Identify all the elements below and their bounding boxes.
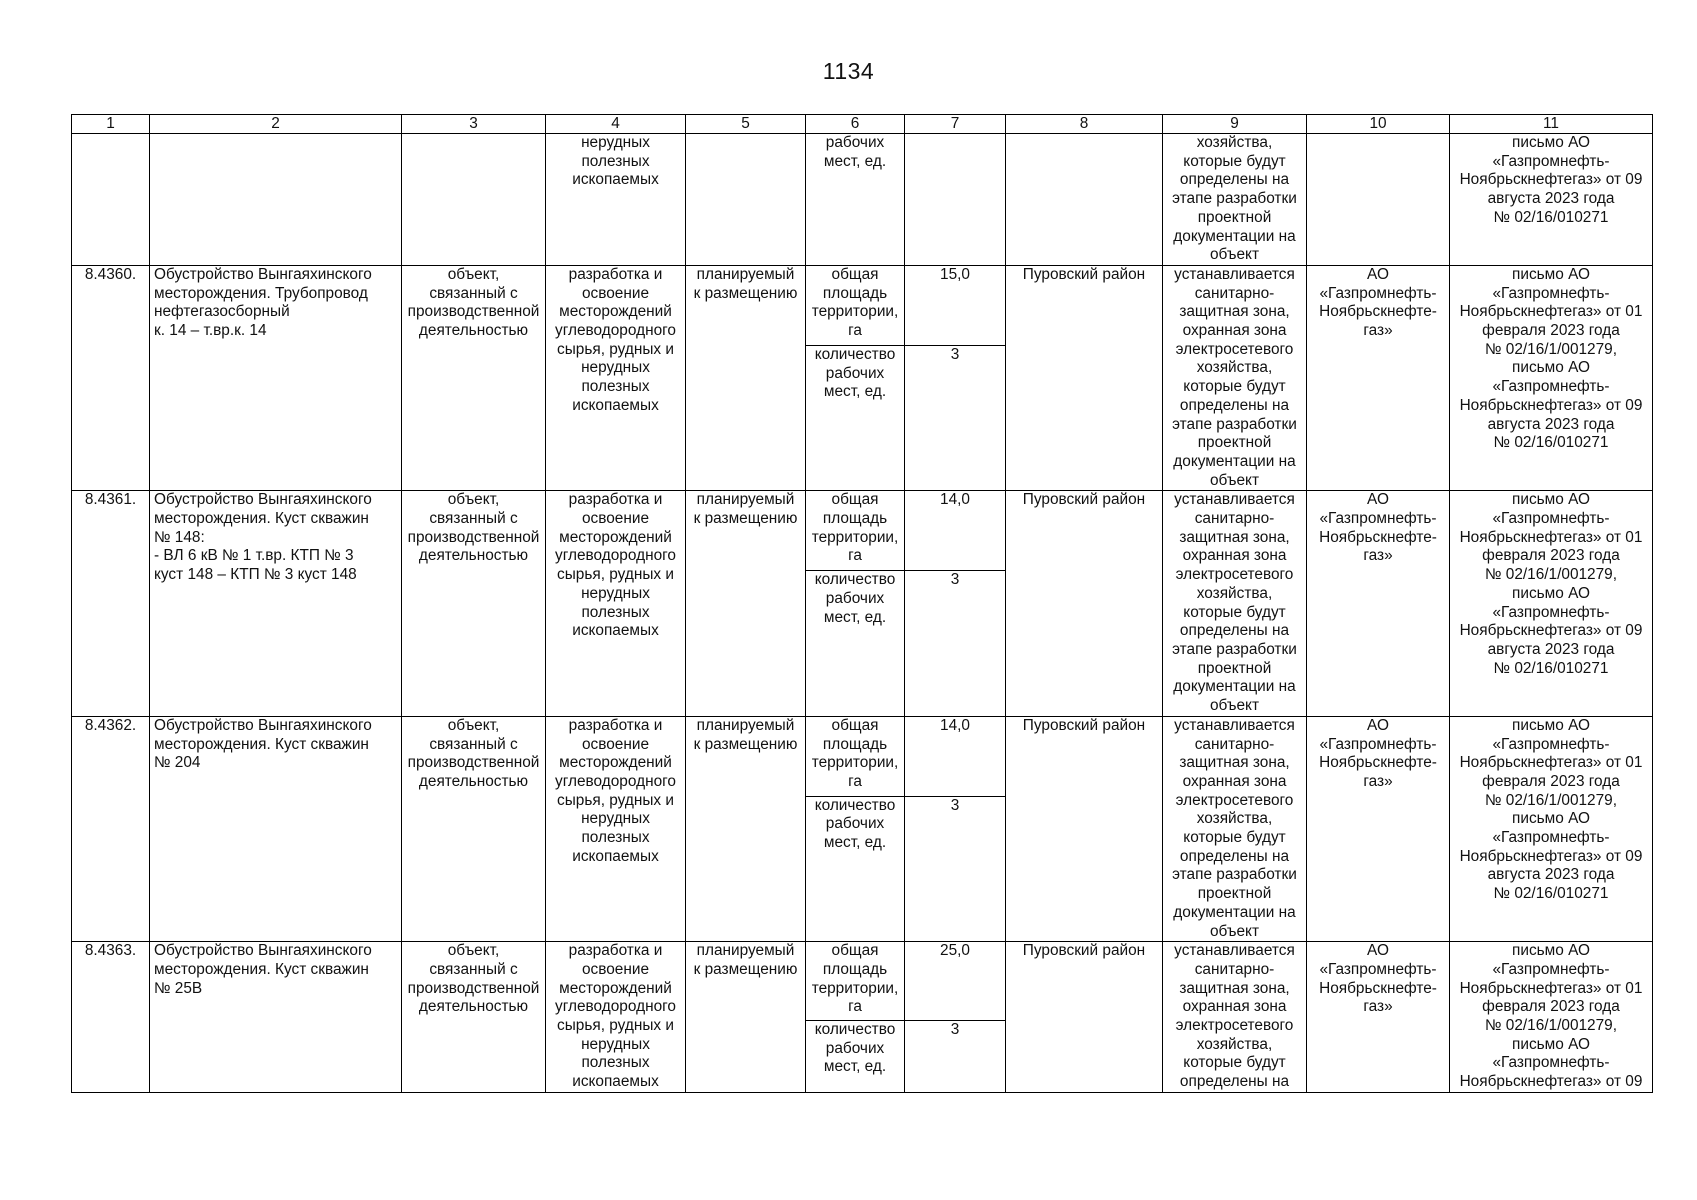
text-line: защитная зона, [1179, 303, 1290, 321]
text-line: объект [1210, 922, 1259, 940]
cell-basis [1450, 134, 1653, 266]
text-line: «Газпромнефть- [1492, 510, 1610, 528]
text-line: Ноябрьскнефтегаз» от 01 [1459, 303, 1643, 321]
text-line: письмо АО [1512, 134, 1590, 151]
text-line: углеводородного [555, 998, 676, 1016]
text-line: разработка и [568, 265, 663, 283]
text-line: февраля 2023 года [1482, 547, 1620, 565]
text-line: хозяйства, [1196, 810, 1273, 828]
cell-basis [1450, 942, 1653, 1093]
text-line: № 02/16/1/001279, [1484, 1017, 1618, 1035]
cell-status [686, 716, 806, 941]
text-line: этапе разработки [1172, 640, 1297, 658]
column-number: 9 [1163, 115, 1307, 134]
cell-organization [1307, 942, 1450, 1093]
text-line: - ВЛ 6 кВ № 1 т.вр. КТП № 3 [154, 547, 354, 565]
text-line: АО [1367, 491, 1389, 509]
text-line: № 02/16/1/001279, [1484, 340, 1618, 358]
text-line: месторождения. Трубопровод [154, 284, 368, 302]
text-line: этапе разработки [1172, 866, 1297, 884]
text-line: хозяйства, [1196, 1035, 1273, 1053]
text-line: № 02/16/1/001279, [1484, 791, 1618, 809]
text-line: письмо АО [1512, 491, 1590, 509]
text-line: санитарно- [1194, 284, 1275, 302]
text-line: нерудных [581, 810, 650, 828]
text-line: документации на [1173, 452, 1296, 470]
text-line: общая [831, 491, 879, 509]
cell-name [150, 942, 402, 1093]
cell-location [1006, 134, 1163, 266]
column-number: 8 [1006, 115, 1163, 134]
text-line: № 02/16/1/001279, [1484, 566, 1618, 584]
cell-location: Пуровский район [1006, 265, 1163, 490]
text-line: рабочих [825, 815, 885, 833]
text-line: Ноябрьскнефтегаз» от 09 [1459, 396, 1643, 414]
text-line: количество [814, 571, 896, 589]
text-line: площадь [822, 960, 888, 978]
text-line: электросетевого [1175, 791, 1294, 809]
text-line: площадь [822, 284, 888, 302]
text-line: Ноябрьскнефтегаз» от 09 [1459, 622, 1643, 640]
text-line: полезных [581, 378, 650, 396]
registry-table [71, 114, 1653, 1093]
text-line: месторождений [559, 528, 672, 546]
cell-value: 25,0 [905, 942, 1006, 1021]
text-line: сырья, рудных и [557, 340, 674, 358]
text-line: количество [814, 796, 896, 814]
text-line: которые будут [1183, 1054, 1286, 1072]
text-line: нерудных [581, 134, 650, 151]
text-line: проектной [1197, 434, 1272, 452]
text-line: полезных [581, 603, 650, 621]
text-line: которые будут [1183, 152, 1286, 170]
text-line: количество [814, 1021, 896, 1039]
column-number: 2 [150, 115, 402, 134]
cell-name [150, 491, 402, 716]
text-line: объект [1210, 246, 1259, 264]
column-number-row [72, 115, 1653, 134]
text-line: письмо АО [1512, 810, 1590, 828]
cell-purpose [546, 942, 686, 1093]
text-line: производственной [407, 979, 540, 997]
cell-value: 15,0 [905, 265, 1006, 345]
text-line: производственной [407, 528, 540, 546]
text-line: планируемый [696, 265, 795, 283]
cell-parameter [806, 716, 905, 796]
text-line: письмо АО [1512, 1035, 1590, 1053]
text-line: определены на [1179, 622, 1290, 640]
text-line: письмо АО [1512, 942, 1590, 960]
text-line: месторождений [559, 754, 672, 772]
cell-name [150, 716, 402, 941]
cell-type [402, 716, 546, 941]
text-line: устанавливается [1174, 942, 1295, 960]
text-line: Ноябрьскнефтегаз» от 01 [1459, 754, 1643, 772]
text-line: общая [831, 265, 879, 283]
cell-number [72, 134, 150, 266]
text-line: мест, ед. [823, 152, 887, 170]
cell-parameter [806, 1021, 905, 1093]
column-number: 10 [1307, 115, 1450, 134]
text-line: «Газпромнефть- [1492, 735, 1610, 753]
text-line: Ноябрьскнефтегаз» от 09 [1459, 171, 1643, 189]
cell-zones [1163, 716, 1307, 941]
text-line: территории, [811, 303, 899, 321]
text-line: этапе разработки [1172, 415, 1297, 433]
text-line: общая [831, 942, 879, 960]
column-number: 7 [905, 115, 1006, 134]
cell-type [402, 265, 546, 490]
text-line: рабочих [825, 134, 885, 151]
text-line: ископаемых [572, 171, 659, 189]
text-line: защитная зона, [1179, 528, 1290, 546]
text-line: № 204 [154, 754, 201, 772]
cell-number: 8.4363. [72, 942, 150, 1093]
text-line: проектной [1197, 659, 1272, 677]
text-line: полезных [581, 152, 650, 170]
text-line: Обустройство Вынгаяхинского [154, 491, 372, 509]
text-line: территории, [811, 979, 899, 997]
text-line: объект, [447, 491, 500, 509]
cell-value: 3 [905, 1021, 1006, 1093]
text-line: полезных [581, 1054, 650, 1072]
text-line: электросетевого [1175, 566, 1294, 584]
text-line: охранная зона [1182, 322, 1287, 340]
text-line: письмо АО [1512, 584, 1590, 602]
text-line: которые будут [1183, 829, 1286, 847]
text-line: к. 14 – т.вр.к. 14 [154, 322, 267, 340]
text-line: полезных [581, 829, 650, 847]
text-line: «Газпромнефть- [1319, 960, 1437, 978]
text-line: освоение [581, 284, 650, 302]
text-line: разработка и [568, 491, 663, 509]
text-line: определены на [1179, 396, 1290, 414]
cell-value: 3 [905, 796, 1006, 942]
text-line: Ноябрьскнефтегаз» от 09 [1459, 1073, 1643, 1091]
cell-number: 8.4360. [72, 265, 150, 490]
text-line: нерудных [581, 584, 650, 602]
text-line: углеводородного [555, 322, 676, 340]
cell-status [686, 134, 806, 266]
text-line: «Газпромнефть- [1492, 284, 1610, 302]
text-line: № 02/16/010271 [1493, 434, 1609, 452]
cell-basis [1450, 491, 1653, 716]
text-line: проектной [1197, 885, 1272, 903]
text-line: «Газпромнефть- [1492, 960, 1610, 978]
text-line: производственной [407, 754, 540, 772]
table-row [72, 716, 1653, 796]
text-line: АО [1367, 716, 1389, 734]
text-line: «Газпромнефть- [1492, 152, 1610, 170]
text-line: освоение [581, 960, 650, 978]
text-line: связанный с [429, 960, 518, 978]
text-line: рабочих [825, 589, 885, 607]
text-line: «Газпромнефть- [1319, 735, 1437, 753]
text-line: к размещению [693, 284, 798, 302]
text-line: к размещению [693, 735, 798, 753]
text-line: защитная зона, [1179, 979, 1290, 997]
text-line: Ноябрьскнефтегаз» от 01 [1459, 979, 1643, 997]
text-line: санитарно- [1194, 960, 1275, 978]
text-line: га [848, 772, 862, 790]
text-line: объект, [447, 716, 500, 734]
text-line: февраля 2023 года [1482, 772, 1620, 790]
text-line: санитарно- [1194, 735, 1275, 753]
text-line: планируемый [696, 491, 795, 509]
text-line: которые будут [1183, 603, 1286, 621]
cell-parameter [806, 345, 905, 491]
text-line: количество [814, 345, 896, 363]
text-line: углеводородного [555, 772, 676, 790]
text-line: документации на [1173, 903, 1296, 921]
text-line: объект, [447, 942, 500, 960]
text-line: деятельностью [418, 322, 529, 340]
cell-value: 3 [905, 345, 1006, 491]
text-line: ископаемых [572, 622, 659, 640]
text-line: общая [831, 716, 879, 734]
text-line: освоение [581, 510, 650, 528]
cell-zones [1163, 491, 1307, 716]
cell-organization [1307, 716, 1450, 941]
text-line: документации на [1173, 227, 1296, 245]
text-line: Ноябрьскнефте- [1319, 754, 1437, 772]
cell-purpose [546, 716, 686, 941]
text-line: «Газпромнефть- [1492, 1054, 1610, 1072]
cell-value [905, 134, 1006, 266]
column-number: 3 [402, 115, 546, 134]
cell-zones [1163, 134, 1307, 266]
text-line: мест, ед. [823, 608, 887, 626]
text-line: Ноябрьскнефтегаз» от 09 [1459, 847, 1643, 865]
text-line: месторождения. Куст скважин [154, 960, 369, 978]
cell-number: 8.4361. [72, 491, 150, 716]
text-line: хозяйства, [1196, 359, 1273, 377]
text-line: территории, [811, 754, 899, 772]
text-line: охранная зона [1182, 772, 1287, 790]
text-line: этапе разработки [1172, 190, 1297, 208]
text-line: рабочих [825, 1039, 885, 1057]
text-line: освоение [581, 735, 650, 753]
column-number: 11 [1450, 115, 1653, 134]
text-line: нефтегазосборный [154, 303, 290, 321]
continuation-row [72, 134, 1653, 266]
text-line: хозяйства, [1196, 134, 1273, 151]
cell-parameter [806, 134, 905, 266]
text-line: АО [1367, 265, 1389, 283]
text-line: связанный с [429, 510, 518, 528]
text-line: «Газпромнефть- [1492, 829, 1610, 847]
text-line: ископаемых [572, 847, 659, 865]
text-line: Ноябрьскнефте- [1319, 979, 1437, 997]
text-line: га [848, 547, 862, 565]
text-line: сырья, рудных и [557, 791, 674, 809]
text-line: № 02/16/010271 [1493, 659, 1609, 677]
cell-basis [1450, 716, 1653, 941]
cell-purpose [546, 265, 686, 490]
text-line: углеводородного [555, 547, 676, 565]
text-line: «Газпромнефть- [1492, 378, 1610, 396]
text-line: Обустройство Вынгаяхинского [154, 716, 372, 734]
text-line: куст 148 – КТП № 3 куст 148 [154, 566, 357, 584]
text-line: проектной [1197, 208, 1272, 226]
cell-status [686, 491, 806, 716]
text-line: нерудных [581, 359, 650, 377]
cell-basis [1450, 265, 1653, 490]
text-line: охранная зона [1182, 998, 1287, 1016]
cell-name [150, 134, 402, 266]
cell-location: Пуровский район [1006, 716, 1163, 941]
text-line: нерудных [581, 1035, 650, 1053]
cell-type [402, 942, 546, 1093]
text-line: письмо АО [1512, 359, 1590, 377]
cell-location: Пуровский район [1006, 491, 1163, 716]
cell-organization [1307, 491, 1450, 716]
text-line: АО [1367, 942, 1389, 960]
text-line: № 25В [154, 979, 203, 997]
cell-parameter [806, 491, 905, 571]
text-line: ископаемых [572, 396, 659, 414]
cell-zones [1163, 942, 1307, 1093]
text-line: объект, [447, 265, 500, 283]
text-line: Ноябрьскнефтегаз» от 01 [1459, 528, 1643, 546]
text-line: № 02/16/010271 [1493, 208, 1609, 226]
column-number: 5 [686, 115, 806, 134]
text-line: защитная зона, [1179, 754, 1290, 772]
cell-type [402, 491, 546, 716]
cell-value: 14,0 [905, 491, 1006, 571]
text-line: «Газпромнефть- [1319, 284, 1437, 302]
text-line: Ноябрьскнефте- [1319, 303, 1437, 321]
cell-parameter [806, 942, 905, 1021]
text-line: к размещению [693, 510, 798, 528]
text-line: февраля 2023 года [1482, 322, 1620, 340]
text-line: разработка и [568, 716, 663, 734]
text-line: газ» [1363, 772, 1393, 790]
text-line: устанавливается [1174, 491, 1295, 509]
text-line: августа 2023 года [1487, 190, 1615, 208]
cell-parameter [806, 796, 905, 942]
text-line: определены на [1179, 1073, 1290, 1091]
cell-purpose [546, 491, 686, 716]
text-line: планируемый [696, 716, 795, 734]
text-line: мест, ед. [823, 1058, 887, 1076]
cell-value: 3 [905, 571, 1006, 717]
text-line: мест, ед. [823, 383, 887, 401]
cell-organization [1307, 265, 1450, 490]
text-line: письмо АО [1512, 265, 1590, 283]
text-line: Обустройство Вынгаяхинского [154, 942, 372, 960]
text-line: санитарно- [1194, 510, 1275, 528]
text-line: га [848, 322, 862, 340]
text-line: Ноябрьскнефте- [1319, 528, 1437, 546]
text-line: августа 2023 года [1487, 415, 1615, 433]
cell-organization [1307, 134, 1450, 266]
text-line: месторождения. Куст скважин [154, 735, 369, 753]
cell-number: 8.4362. [72, 716, 150, 941]
text-line: февраля 2023 года [1482, 998, 1620, 1016]
cell-parameter [806, 265, 905, 345]
table-row [72, 491, 1653, 571]
text-line: ископаемых [572, 1073, 659, 1091]
text-line: объект [1210, 697, 1259, 715]
text-line: площадь [822, 510, 888, 528]
text-line: рабочих [825, 364, 885, 382]
text-line: электросетевого [1175, 340, 1294, 358]
cell-purpose [546, 134, 686, 266]
text-line: территории, [811, 528, 899, 546]
text-line: деятельностью [418, 998, 529, 1016]
text-line: электросетевого [1175, 1017, 1294, 1035]
text-line: «Газпромнефть- [1492, 603, 1610, 621]
column-number: 1 [72, 115, 150, 134]
text-line: определены на [1179, 847, 1290, 865]
text-line: связанный с [429, 735, 518, 753]
text-line: месторождения. Куст скважин [154, 510, 369, 528]
text-line: га [848, 998, 862, 1016]
cell-name [150, 265, 402, 490]
column-number: 6 [806, 115, 905, 134]
text-line: сырья, рудных и [557, 566, 674, 584]
cell-parameter [806, 571, 905, 717]
cell-status [686, 942, 806, 1093]
text-line: производственной [407, 303, 540, 321]
text-line: газ» [1363, 547, 1393, 565]
text-line: мест, ед. [823, 834, 887, 852]
page-number: 1134 [822, 58, 875, 84]
text-line: деятельностью [418, 772, 529, 790]
text-line: к размещению [693, 960, 798, 978]
text-line: документации на [1173, 678, 1296, 696]
text-line: № 148: [154, 528, 205, 546]
cell-location: Пуровский район [1006, 942, 1163, 1093]
text-line: Обустройство Вынгаяхинского [154, 265, 372, 283]
text-line: хозяйства, [1196, 584, 1273, 602]
text-line: планируемый [696, 942, 795, 960]
text-line: которые будут [1183, 378, 1286, 396]
text-line: месторождений [559, 303, 672, 321]
cell-zones [1163, 265, 1307, 490]
cell-value: 14,0 [905, 716, 1006, 796]
text-line: разработка и [568, 942, 663, 960]
cell-type [402, 134, 546, 266]
text-line: августа 2023 года [1487, 640, 1615, 658]
text-line: «Газпромнефть- [1319, 510, 1437, 528]
text-line: площадь [822, 735, 888, 753]
text-line: связанный с [429, 284, 518, 302]
text-line: августа 2023 года [1487, 866, 1615, 884]
text-line: устанавливается [1174, 716, 1295, 734]
table-row [72, 942, 1653, 1021]
table-row [72, 265, 1653, 345]
cell-status [686, 265, 806, 490]
text-line: деятельностью [418, 547, 529, 565]
column-number: 4 [546, 115, 686, 134]
text-line: охранная зона [1182, 547, 1287, 565]
text-line: устанавливается [1174, 265, 1295, 283]
text-line: сырья, рудных и [557, 1017, 674, 1035]
text-line: № 02/16/010271 [1493, 885, 1609, 903]
text-line: письмо АО [1512, 716, 1590, 734]
text-line: объект [1210, 471, 1259, 489]
text-line: газ» [1363, 998, 1393, 1016]
text-line: газ» [1363, 322, 1393, 340]
text-line: определены на [1179, 171, 1290, 189]
text-line: месторождений [559, 979, 672, 997]
